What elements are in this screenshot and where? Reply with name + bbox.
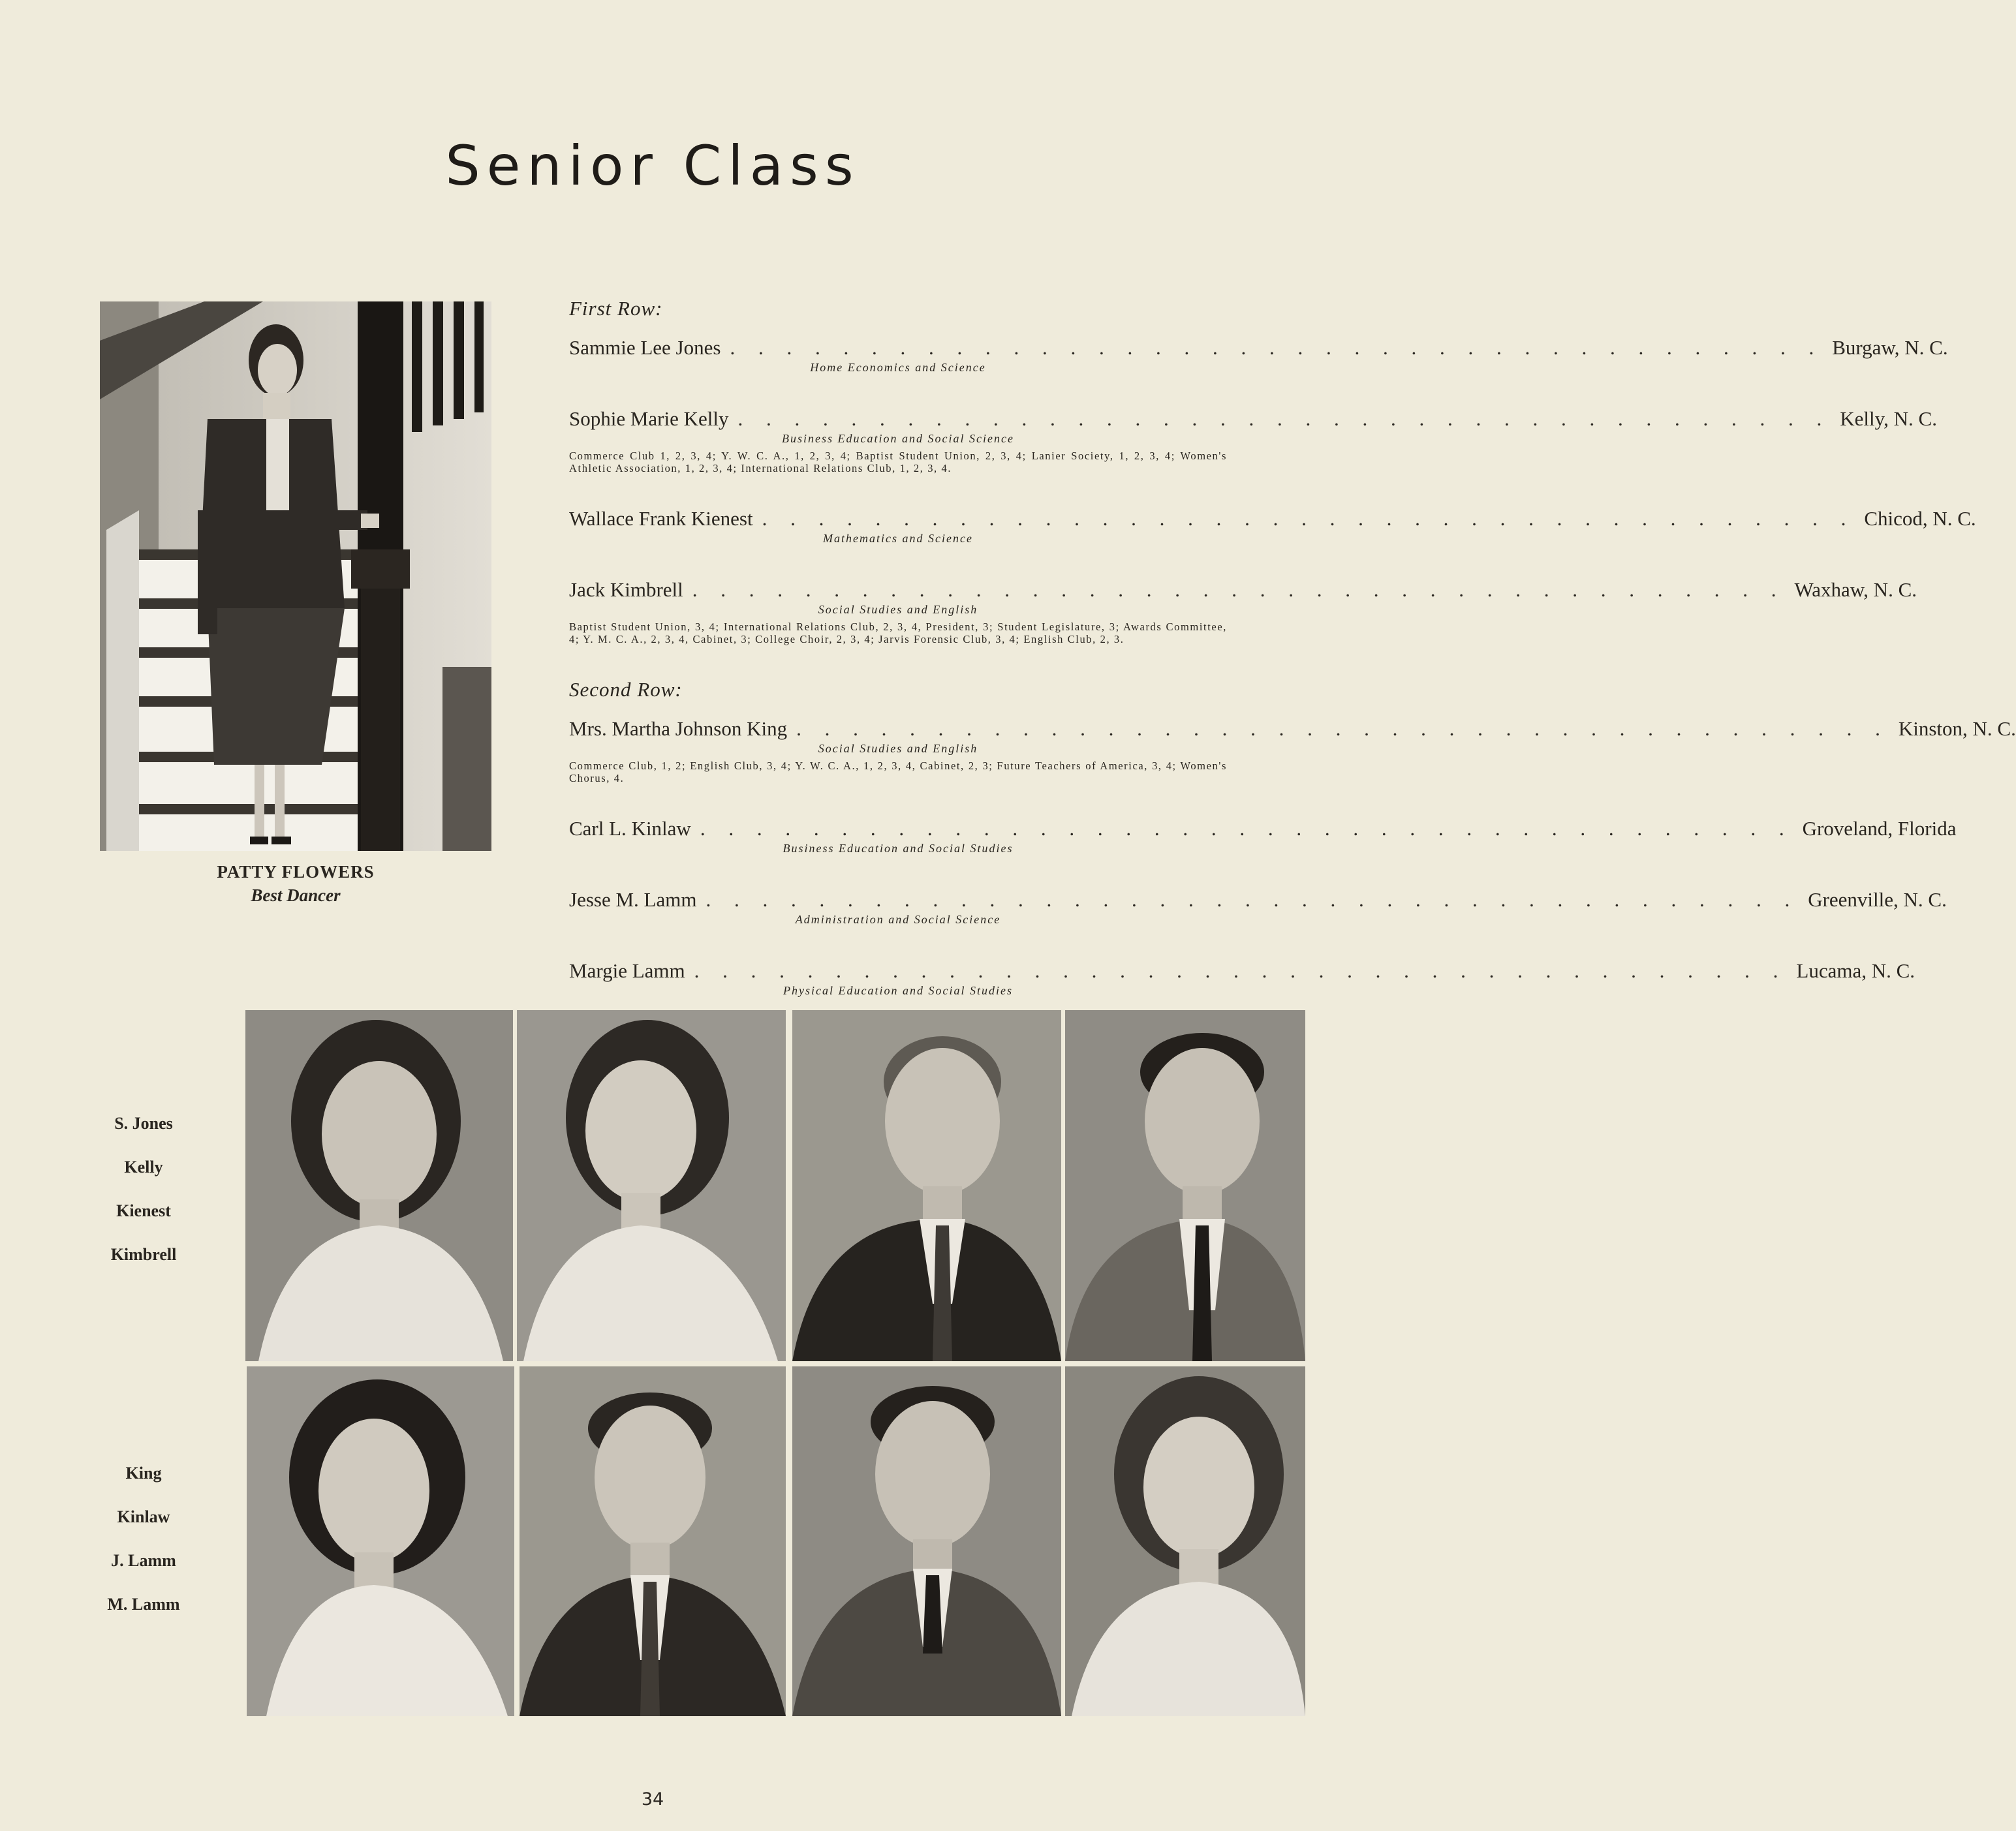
featured-name: PATTY FLOWERS	[217, 862, 375, 882]
student-name: Sophie Marie Kelly	[569, 407, 729, 430]
portrait-label: Kimbrell	[110, 1245, 177, 1264]
portrait-photo	[792, 1366, 1061, 1716]
student-major: Social Studies and English	[818, 742, 978, 755]
student-name: Carl L. Kinlaw	[569, 817, 691, 840]
student-activities: Commerce Club, 1, 2; English Club, 3, 4; Y. W. C. A., 1, 2, 3, 4, Cabinet, 2, 3; Future Teachers of America, 3, 4; Women's Chorus, 4.	[569, 760, 1227, 784]
portrait-label: Kienest	[116, 1201, 171, 1220]
portrait-photo	[792, 1010, 1061, 1361]
dot-leader: . . . . . . . . . . . . . . . . . . . . . . . . . . . . . . . . . . . . . . .	[692, 578, 1786, 601]
student-activities: Commerce Club 1, 2, 3, 4; Y. W. C. A., 1, 2, 3, 4; Baptist Student Union, 2, 3, 4; Lanier Society, 1, 2, 3, 4; Women's Athletic Association, 1, 2, 3, 4; International Relations Club, 1, 2, 3, 4.	[569, 450, 1227, 474]
portrait-labels-bottom	[78, 1451, 209, 1626]
portrait-label: Kelly	[124, 1158, 163, 1177]
first-row-heading: First Row:	[569, 297, 663, 320]
portrait-photo	[520, 1366, 786, 1716]
portrait-label: Kinlaw	[117, 1507, 170, 1526]
page-number: 34	[641, 1789, 664, 1809]
portrait-label: M. Lamm	[107, 1595, 180, 1614]
portrait-photo	[1065, 1010, 1305, 1361]
portrait-grid	[245, 1010, 1305, 1716]
portrait-photo	[245, 1010, 513, 1361]
student-hometown: Kinston, N. C.	[1898, 717, 2016, 740]
dot-leader: . . . . . . . . . . . . . . . . . . . . . . . . . . . . . . . . . . . . . . .	[737, 407, 1831, 430]
roster-entry	[569, 507, 1976, 546]
roster	[569, 297, 2016, 1016]
dot-leader: . . . . . . . . . . . . . . . . . . . . . . . . . . . . . . . . . . . . . . .	[706, 888, 1799, 911]
dot-leader: . . . . . . . . . . . . . . . . . . . . . . . . . . . . . . . . . . . . . . .	[796, 717, 1889, 740]
featured-title: Best Dancer	[251, 885, 341, 905]
roster-entry	[569, 578, 1917, 645]
dot-leader: . . . . . . . . . . . . . . . . . . . . . . . . . . . . . . . . . . . . . . .	[730, 336, 1823, 359]
student-name: Mrs. Martha Johnson King	[569, 717, 788, 740]
roster-entry	[569, 959, 1915, 998]
student-major: Home Economics and Science	[810, 361, 986, 374]
portrait-label: J. Lamm	[111, 1551, 176, 1570]
student-major: Mathematics and Science	[823, 532, 973, 545]
student-hometown: Greenville, N. C.	[1808, 888, 1947, 911]
second-row-heading: Second Row:	[569, 678, 683, 701]
featured-photo	[100, 301, 491, 851]
portrait-label: S. Jones	[114, 1114, 173, 1133]
student-name: Wallace Frank Kienest	[569, 507, 753, 530]
page-title: Senior Class	[445, 134, 860, 198]
student-activities: Baptist Student Union, 3, 4; International Relations Club, 2, 3, 4, President, 3; Student Legislature, 3; Awards Committee, 4; Y. M. C. A., 2, 3, 4, Cabinet, 3; College Choir, 2, 3, 4; Jarvis Forensic Club, 3, 4; English Club, 2, 3.	[569, 621, 1227, 645]
student-name: Sammie Lee Jones	[569, 336, 721, 359]
student-major: Physical Education and Social Studies	[783, 984, 1013, 997]
portrait-labels-top	[78, 1101, 209, 1276]
featured-caption	[100, 860, 491, 907]
portrait-photo	[517, 1010, 786, 1361]
roster-entry	[569, 407, 1937, 474]
dot-leader: . . . . . . . . . . . . . . . . . . . . . . . . . . . . . . . . . . . . . . .	[700, 817, 1793, 840]
roster-entry	[569, 817, 1957, 855]
student-major: Business Education and Social Studies	[783, 842, 1014, 855]
student-name: Margie Lamm	[569, 959, 685, 982]
dot-leader: . . . . . . . . . . . . . . . . . . . . . . . . . . . . . . . . . . . . . . .	[694, 959, 1788, 982]
portrait-photo	[1065, 1366, 1305, 1716]
student-name: Jack Kimbrell	[569, 578, 683, 601]
student-name: Jesse M. Lamm	[569, 888, 697, 911]
portrait-label: King	[125, 1464, 162, 1483]
portrait-photo	[247, 1366, 514, 1716]
student-hometown: Groveland, Florida	[1802, 817, 1957, 840]
student-hometown: Waxhaw, N. C.	[1794, 578, 1917, 601]
roster-entry	[569, 717, 2016, 784]
featured-photo-image	[100, 301, 491, 851]
student-hometown: Burgaw, N. C.	[1832, 336, 1948, 359]
student-major: Social Studies and English	[818, 603, 978, 616]
student-major: Administration and Social Science	[795, 913, 1001, 926]
roster-entry	[569, 336, 1948, 375]
student-hometown: Lucama, N. C.	[1796, 959, 1915, 982]
student-major: Business Education and Social Science	[782, 432, 1014, 445]
dot-leader: . . . . . . . . . . . . . . . . . . . . . . . . . . . . . . . . . . . . . . .	[762, 507, 1855, 530]
roster-entry	[569, 888, 1947, 927]
student-hometown: Chicod, N. C.	[1864, 507, 1976, 530]
student-hometown: Kelly, N. C.	[1840, 407, 1937, 430]
